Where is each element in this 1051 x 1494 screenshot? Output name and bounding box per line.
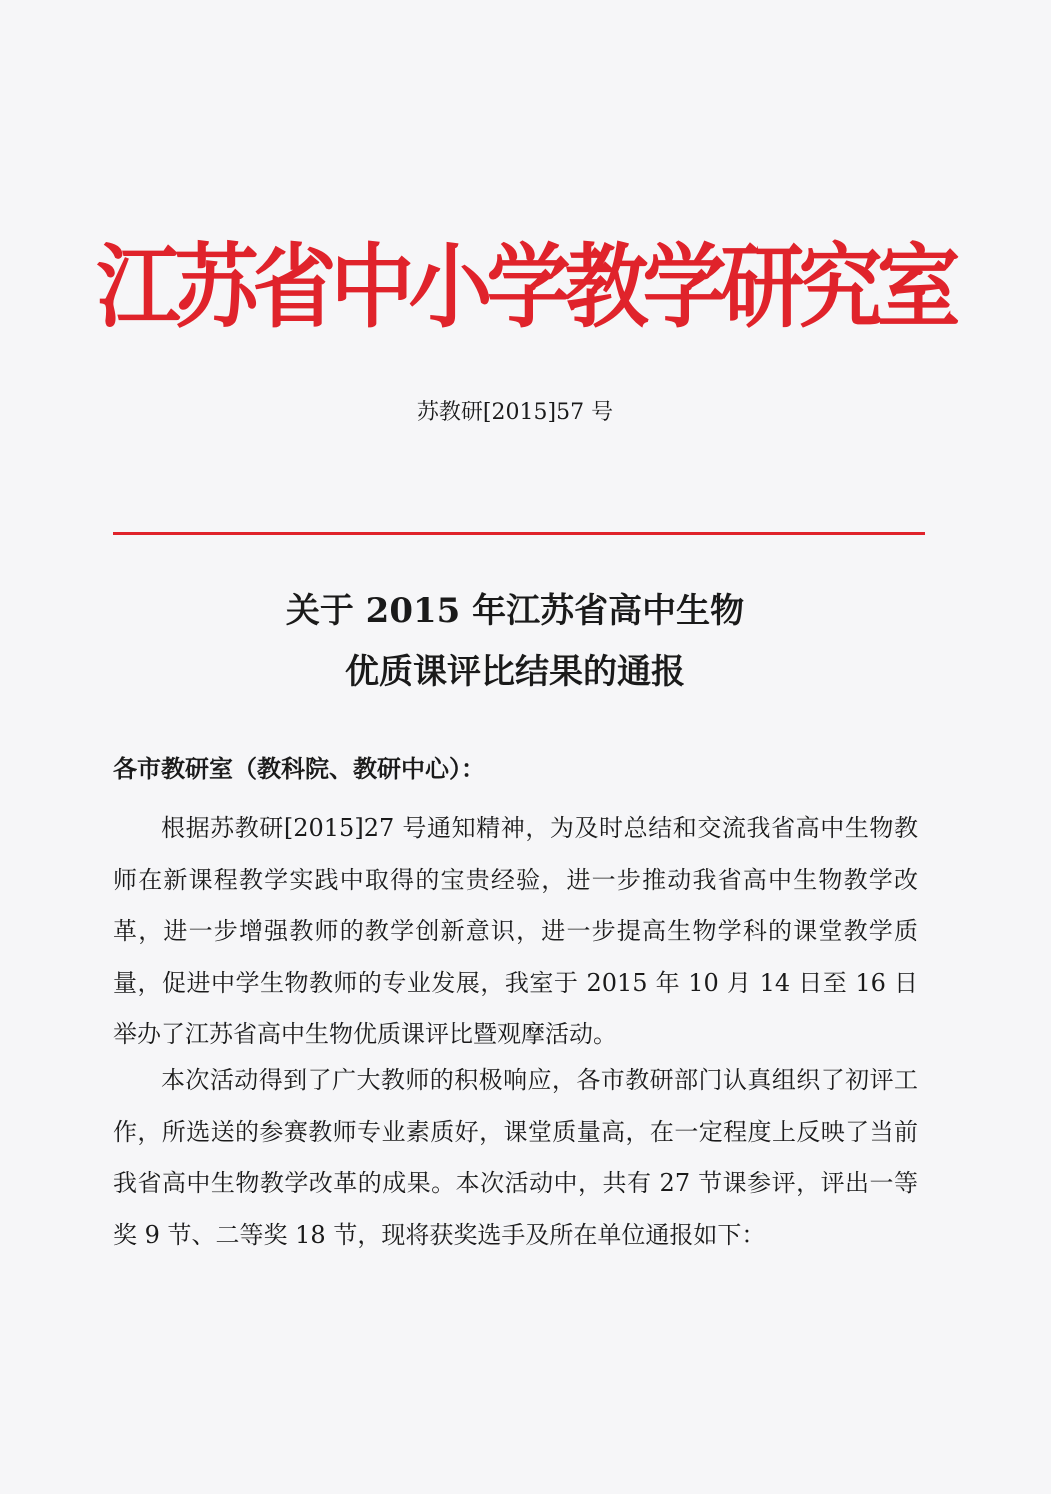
body-paragraph: 根据苏教研[2015]27 号通知精神，为及时总结和交流我省高中生物教师在新课程教学实践中取得的宝贵经验，进一步推动我省高中生物教学改革，进一步增强教师的教学创新意识，进一步提高生物学科的课堂教学质量，促进中学生物教师的专业发展，我室于 2015 年 10 月 14 日至 16 日举办了江苏省高中生物优质课评比暨观摩活动。 xyxy=(113,814,918,1048)
document-title-line-2: 优质课评比结果的通报 xyxy=(345,652,685,692)
document-number: 苏教研[2015]57 号 xyxy=(416,400,614,425)
document-title-line-1: 关于 2015 年江苏省高中生物 xyxy=(285,591,745,631)
salutation: 各市教研室（教科院、教研中心）： xyxy=(113,754,485,783)
header-divider xyxy=(113,532,925,535)
body-paragraph: 本次活动得到了广大教师的积极响应，各市教研部门认真组织了初评工作，所选送的参赛教师专业素质好，课堂质量高，在一定程度上反映了当前我省高中生物教学改革的成果。本次活动中，共有 27 节课参评，评出一等奖 9 节、二等奖 18 节，现将获奖选手及所在单位通报如下： xyxy=(113,1066,918,1249)
organization-header: 江苏省中小学教学研究室 xyxy=(96,233,955,340)
